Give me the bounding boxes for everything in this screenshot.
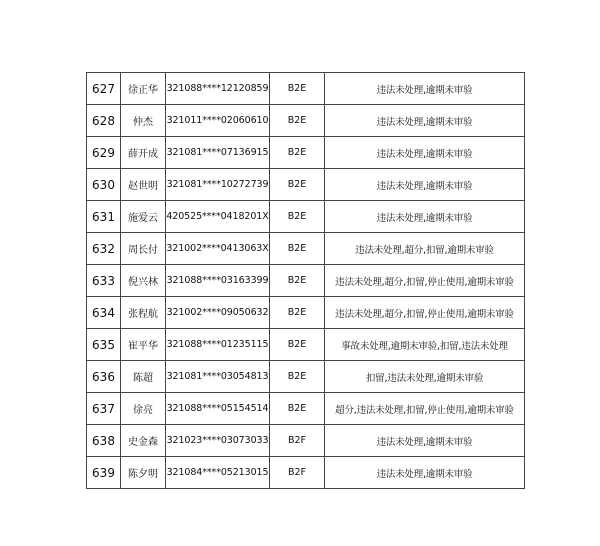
seq-cell: 630 — [87, 169, 121, 201]
license-class-cell: B2E — [270, 393, 325, 425]
status-cell: 违法未处理,逾期未审验 — [325, 137, 525, 169]
license-class-cell: B2E — [270, 233, 325, 265]
license-class-cell: B2E — [270, 73, 325, 105]
name-cell: 施爱云 — [121, 201, 166, 233]
table-row — [87, 169, 525, 201]
id-number-cell: 321088****03163399 — [166, 265, 270, 297]
name-cell: 张程航 — [121, 297, 166, 329]
id-number-cell: 321088****05154514 — [166, 393, 270, 425]
name-cell: 徐亮 — [121, 393, 166, 425]
seq-cell: 636 — [87, 361, 121, 393]
name-cell: 史金森 — [121, 425, 166, 457]
seq-cell: 631 — [87, 201, 121, 233]
seq-cell: 627 — [87, 73, 121, 105]
status-cell: 违法未处理,逾期未审验 — [325, 105, 525, 137]
id-number-cell: 321088****12120859 — [166, 73, 270, 105]
table-row — [87, 265, 525, 297]
license-class-cell: B2E — [270, 105, 325, 137]
license-class-cell: B2E — [270, 297, 325, 329]
status-cell: 违法未处理,逾期未审验 — [325, 73, 525, 105]
id-number-cell: 420525****0418201X — [166, 201, 270, 233]
status-cell: 事故未处理,逾期未审验,扣留,违法未处理 — [325, 329, 525, 361]
name-cell: 周长付 — [121, 233, 166, 265]
table-row — [87, 297, 525, 329]
license-class-cell: B2F — [270, 425, 325, 457]
seq-cell: 633 — [87, 265, 121, 297]
license-class-cell: B2F — [270, 457, 325, 489]
id-number-cell: 321023****03073033 — [166, 425, 270, 457]
table-row — [87, 425, 525, 457]
records-table — [86, 72, 525, 489]
name-cell: 仲杰 — [121, 105, 166, 137]
status-cell: 违法未处理,逾期未审验 — [325, 457, 525, 489]
seq-cell: 628 — [87, 105, 121, 137]
table-row — [87, 105, 525, 137]
id-number-cell: 321088****01235115 — [166, 329, 270, 361]
status-cell: 违法未处理,逾期未审验 — [325, 169, 525, 201]
seq-cell: 635 — [87, 329, 121, 361]
id-number-cell: 321002****09050632 — [166, 297, 270, 329]
table-row — [87, 73, 525, 105]
license-class-cell: B2E — [270, 201, 325, 233]
license-class-cell: B2E — [270, 137, 325, 169]
records-table-body — [87, 73, 525, 489]
id-number-cell: 321084****05213015 — [166, 457, 270, 489]
id-number-cell: 321081****03054813 — [166, 361, 270, 393]
name-cell: 倪兴林 — [121, 265, 166, 297]
seq-cell: 637 — [87, 393, 121, 425]
seq-cell: 632 — [87, 233, 121, 265]
table-row — [87, 137, 525, 169]
license-class-cell: B2E — [270, 265, 325, 297]
status-cell: 违法未处理,超分,扣留,逾期未审验 — [325, 233, 525, 265]
table-row — [87, 201, 525, 233]
table-row — [87, 329, 525, 361]
table-row — [87, 393, 525, 425]
name-cell: 崔平华 — [121, 329, 166, 361]
status-cell: 违法未处理,逾期未审验 — [325, 201, 525, 233]
id-number-cell: 321081****07136915 — [166, 137, 270, 169]
seq-cell: 629 — [87, 137, 121, 169]
name-cell: 陈超 — [121, 361, 166, 393]
seq-cell: 634 — [87, 297, 121, 329]
name-cell: 薛开成 — [121, 137, 166, 169]
name-cell: 陈夕明 — [121, 457, 166, 489]
name-cell: 徐正华 — [121, 73, 166, 105]
status-cell: 超分,违法未处理,扣留,停止使用,逾期未审验 — [325, 393, 525, 425]
license-class-cell: B2E — [270, 329, 325, 361]
id-number-cell: 321002****0413063X — [166, 233, 270, 265]
id-number-cell: 321081****10272739 — [166, 169, 270, 201]
id-number-cell: 321011****02060610 — [166, 105, 270, 137]
name-cell: 赵世明 — [121, 169, 166, 201]
status-cell: 扣留,违法未处理,逾期未审验 — [325, 361, 525, 393]
status-cell: 违法未处理,超分,扣留,停止使用,逾期未审验 — [325, 297, 525, 329]
license-class-cell: B2E — [270, 361, 325, 393]
seq-cell: 638 — [87, 425, 121, 457]
table-row — [87, 361, 525, 393]
status-cell: 违法未处理,逾期未审验 — [325, 425, 525, 457]
table-row — [87, 233, 525, 265]
table-row — [87, 457, 525, 489]
seq-cell: 639 — [87, 457, 121, 489]
license-class-cell: B2E — [270, 169, 325, 201]
status-cell: 违法未处理,超分,扣留,停止使用,逾期未审验 — [325, 265, 525, 297]
